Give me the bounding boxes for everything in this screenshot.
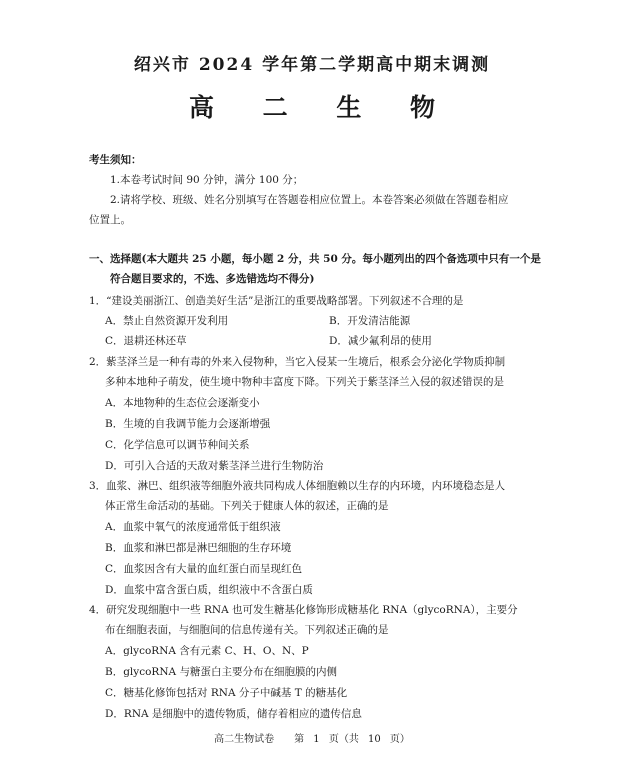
option-d: D．可引入合适的天敌对紫茎泽兰进行生物防治 xyxy=(105,460,324,472)
option-a: A．本地物种的生态位会逐渐变小 xyxy=(105,397,260,409)
option-c: C．血浆因含有大量的血红蛋白而呈现红色 xyxy=(105,563,303,575)
question-stem: 4．研究发现细胞中一些 RNA 也可发生糖基化修饰形成糖基化 RNA（glycoRNA），主要分 xyxy=(89,604,518,616)
option-b: B．glycoRNA 与糖蛋白主要分布在细胞膜的内侧 xyxy=(105,666,337,678)
option-a: A．glycoRNA 含有元素 C、H、O、N、P xyxy=(105,645,309,657)
option-b: B．生境的自我调节能力会逐渐增强 xyxy=(105,418,271,430)
option-b: B．血浆和淋巴都是淋巴细胞的生存环境 xyxy=(105,542,292,554)
question-stem: 1．“建设美丽浙江、创造美好生活”是浙江的重要战略部署。下列叙述不合理的是 xyxy=(89,295,464,307)
option-a: A．禁止自然资源开发利用 xyxy=(105,315,229,327)
notice-heading: 考生须知： xyxy=(89,154,142,166)
notice-item-2-line-1: 2.请将学校、班级、姓名分别填写在答题卷相应位置上。本卷答案必须做在答题卷相应 xyxy=(110,194,509,206)
question-stem: 2．紫茎泽兰是一种有毒的外来入侵物种，当它入侵某一生境后，根系会分泌化学物质抑制 xyxy=(89,356,506,368)
notice-item-2-line-2: 位置上。 xyxy=(89,214,131,226)
question-stem-continued: 多种本地种子萌发，使生境中物种丰富度下降。下列关于紫茎泽兰入侵的叙述错误的是 xyxy=(105,376,504,388)
question-stem: 3．血浆、淋巴、组织液等细胞外液共同构成人体细胞赖以生存的内环境，内环境稳态是人 xyxy=(89,480,506,492)
page-footer: 高二生物试卷 第 1 页（共 10 页） xyxy=(214,734,410,745)
notice-item-1: 1.本卷考试时间 90 分钟，满分 100 分； xyxy=(110,174,304,186)
question-stem-continued: 布在细胞表面，与细胞间的信息传递有关。下列叙述正确的是 xyxy=(105,624,389,636)
option-d: D．减少氟利昂的使用 xyxy=(329,335,432,347)
subject-title: 高 二 生 物 xyxy=(188,93,456,122)
option-d: D．RNA 是细胞中的遗传物质，储存着相应的遗传信息 xyxy=(105,708,362,720)
exam-title: 绍兴市 2024 学年第二学期高中期末调测 xyxy=(133,55,491,75)
question-stem-continued: 体正常生命活动的基础。下列关于健康人体的叙述，正确的是 xyxy=(105,500,389,512)
option-a: A．血浆中氧气的浓度通常低于组织液 xyxy=(105,521,281,533)
section-heading-line-1: 一、选择题(本大题共 25 小题，每小题 2 分，共 50 分。每小题列出的四个备选项中只有一个是 xyxy=(89,253,541,265)
option-c: C．退耕还林还草 xyxy=(105,335,187,347)
section-heading-line-2: 符合题目要求的，不选、多选错选均不得分) xyxy=(110,273,315,285)
option-c: C．化学信息可以调节种间关系 xyxy=(105,439,250,451)
option-d: D．血浆中富含蛋白质，组织液中不含蛋白质 xyxy=(105,584,313,596)
option-b: B．开发清洁能源 xyxy=(329,315,411,327)
option-c: C．糖基化修饰包括对 RNA 分子中碱基 T 的糖基化 xyxy=(105,687,348,699)
